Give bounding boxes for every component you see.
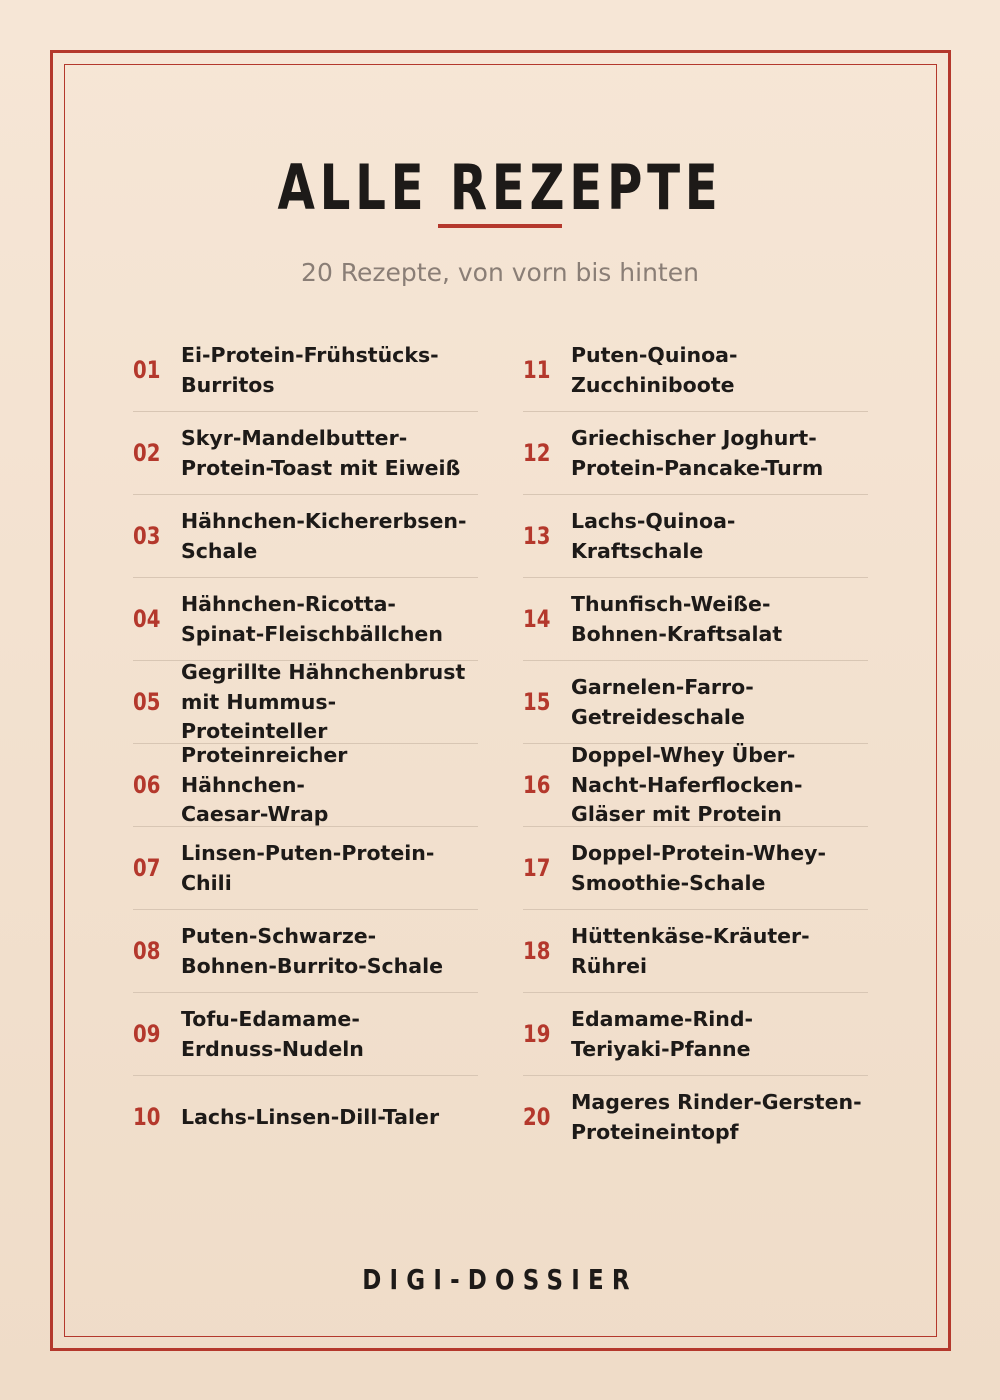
recipe-item	[133, 744, 478, 827]
recipe-name: Lachs-Quinoa- Kraftschale	[571, 509, 736, 563]
recipe-number: 02	[133, 439, 161, 467]
recipe-item	[523, 744, 868, 827]
recipe-name: Garnelen-Farro- Getreideschale	[571, 675, 754, 729]
recipe-name: Mageres Rinder-Gersten- Proteineintopf	[571, 1090, 862, 1144]
recipe-name: Doppel-Protein-Whey- Smoothie-Schale	[571, 841, 826, 895]
recipe-item	[133, 661, 478, 744]
recipe-item	[523, 827, 868, 910]
recipe-name: Hähnchen-Kichererbsen- Schale	[181, 509, 467, 563]
recipe-item	[133, 412, 478, 495]
recipe-name: Skyr-Mandelbutter- Protein-Toast mit Eiweiß	[181, 426, 461, 480]
recipe-number: 13	[523, 522, 551, 550]
recipe-number: 07	[133, 854, 161, 882]
recipe-name: Edamame-Rind- Teriyaki-Pfanne	[571, 1007, 754, 1061]
recipe-item	[133, 993, 478, 1076]
recipe-name: Puten-Quinoa- Zucchiniboote	[571, 343, 738, 397]
recipe-name: Puten-Schwarze- Bohnen-Burrito-Schale	[181, 924, 444, 978]
recipe-item	[523, 578, 868, 661]
recipe-item	[523, 495, 868, 578]
recipe-item	[133, 827, 478, 910]
recipe-item	[523, 329, 868, 412]
recipe-item	[133, 1076, 478, 1159]
footer-brand: DIGI-DOSSIER	[362, 1263, 638, 1296]
recipe-list-right	[523, 329, 868, 1159]
recipe-name: Lachs-Linsen-Dill-Taler	[181, 1104, 440, 1129]
recipe-number: 01	[133, 356, 161, 384]
recipe-item	[523, 1076, 868, 1159]
recipe-item	[523, 412, 868, 495]
page-title: ALLE REZEPTE	[277, 151, 723, 224]
recipe-name: Hähnchen-Ricotta- Spinat-Fleischbällchen	[181, 592, 443, 646]
recipe-name: Linsen-Puten-Protein- Chili	[181, 841, 435, 895]
recipe-item	[523, 993, 868, 1076]
recipe-number: 20	[523, 1103, 551, 1131]
recipe-number: 17	[523, 854, 551, 882]
recipe-name: Hüttenkäse-Kräuter- Rührei	[571, 924, 810, 978]
recipe-number: 14	[523, 605, 551, 633]
recipe-number: 16	[523, 771, 551, 799]
recipe-name: Doppel-Whey Über- Nacht-Haferflocken- Gläser mit Protein	[571, 743, 803, 827]
recipe-name: Griechischer Joghurt- Protein-Pancake-Turm	[571, 426, 824, 480]
recipe-name: Ei-Protein-Frühstücks- Burritos	[181, 343, 439, 397]
recipe-number: 18	[523, 937, 551, 965]
recipe-number: 04	[133, 605, 161, 633]
recipe-number: 19	[523, 1020, 551, 1048]
recipe-item	[133, 578, 478, 661]
recipe-number: 06	[133, 771, 161, 799]
recipe-list-left	[133, 329, 478, 1159]
recipe-number: 11	[523, 356, 551, 384]
title-underline	[438, 224, 562, 228]
recipe-number: 08	[133, 937, 161, 965]
recipe-number: 10	[133, 1103, 161, 1131]
recipe-name: Gegrillte Hähnchenbrust mit Hummus- Proteinteller	[181, 660, 466, 744]
recipe-number: 12	[523, 439, 551, 467]
recipe-item	[133, 910, 478, 993]
recipe-item	[133, 495, 478, 578]
recipe-number: 09	[133, 1020, 161, 1048]
recipe-item	[133, 329, 478, 412]
recipe-number: 03	[133, 522, 161, 550]
page-subtitle: 20 Rezepte, von vorn bis hinten	[301, 258, 699, 287]
recipe-name: Proteinreicher Hähnchen- Caesar-Wrap	[181, 743, 348, 827]
recipe-item	[523, 910, 868, 993]
recipe-number: 05	[133, 688, 161, 716]
recipe-number: 15	[523, 688, 551, 716]
recipe-item	[523, 661, 868, 744]
recipe-name: Tofu-Edamame- Erdnuss-Nudeln	[181, 1007, 364, 1061]
recipe-name: Thunfisch-Weiße- Bohnen-Kraftsalat	[571, 592, 783, 646]
